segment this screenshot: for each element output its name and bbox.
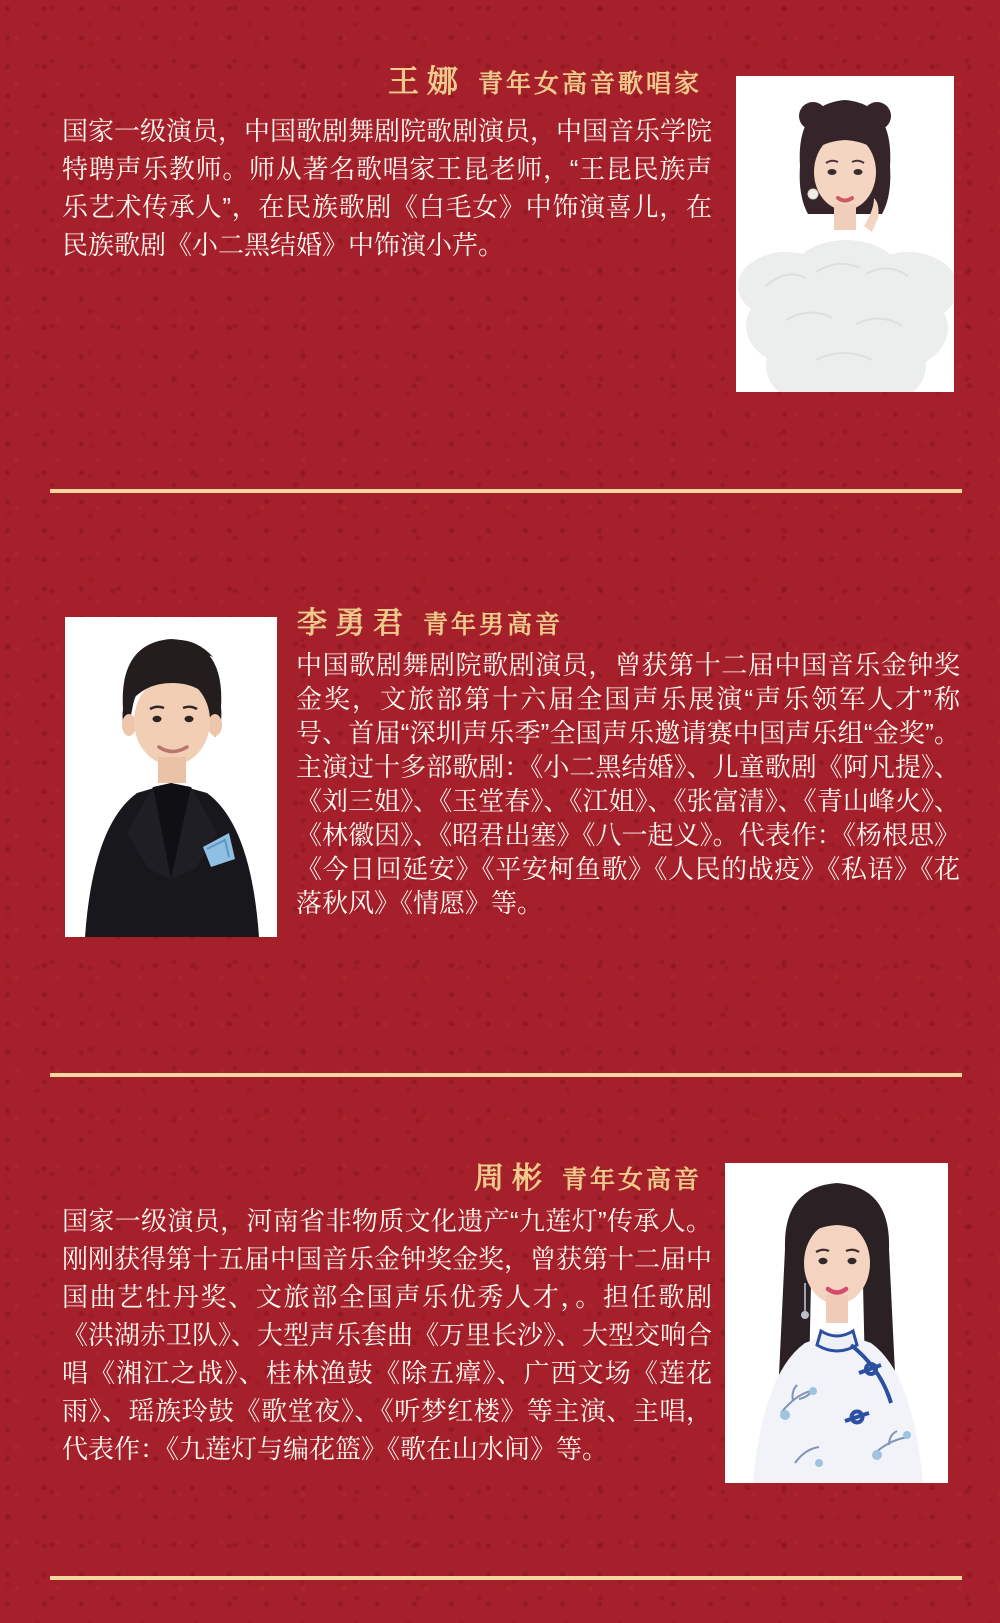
performer-3-header bbox=[62, 1153, 702, 1197]
performer-3-bio: 国家一级演员，河南省非物质文化遗产“九莲灯”传承人。刚刚获得第十五届中国音乐金钟奖金奖，曾获第十二届中国曲艺牡丹奖、文旅部全国声乐优秀人才，。担任歌剧《洪湖赤卫队》、大型声乐套曲《万里长沙》、大型交响合唱《湘江之战》、桂林渔鼓《除五瘴》、广西文场《莲花雨》、瑶族玲鼓《歌堂夜》、《听梦红楼》等主演、主唱，代表作：《九莲灯与编花篮》《歌在山水间》等。 bbox=[62, 1206, 713, 1464]
section-divider-2 bbox=[50, 1073, 962, 1077]
performer-2-photo bbox=[65, 617, 277, 937]
female-portrait-qipao-illustration bbox=[725, 1163, 948, 1483]
performer-3-photo bbox=[725, 1163, 948, 1483]
performer-2-header bbox=[297, 598, 957, 642]
performer-1-header bbox=[62, 56, 702, 101]
performer-3-name: 周彬 bbox=[473, 1162, 550, 1195]
performer-1-photo bbox=[736, 76, 954, 392]
performer-1-bio: 国家一级演员，中国歌剧舞剧院歌剧演员，中国音乐学院特聘声乐教师。师从著名歌唱家王昆老师，“王昆民族声乐艺术传承人”，在民族歌剧《白毛女》中饰演喜儿，在民族歌剧《小二黑结婚》中饰演小芹。 bbox=[62, 116, 713, 260]
section-divider-3 bbox=[50, 1576, 962, 1580]
performer-2-bio: 中国歌剧舞剧院歌剧演员，曾获第十二届中国音乐金钟奖金奖，文旅部第十六届全国声乐展演“声乐领军人才”称号、首届“深圳声乐季”全国声乐邀请赛中国声乐组“金奖”。主演过十多部歌剧：《小二黑结婚》、儿童歌剧《阿凡提》、《刘三姐》、《玉堂春》、《江姐》、《张富清》、《青山峰火》、《林徽因》、《昭君出塞》《八一起义》。代表作：《杨根思》《今日回延安》《平安柯鱼歌》《人民的战疫》《私语》《花落秋风》《情愿》等。 bbox=[296, 650, 960, 918]
performer-3-title: 青年女高音 bbox=[561, 1166, 702, 1194]
section-divider-1 bbox=[50, 489, 962, 493]
performer-2-title: 青年男高音 bbox=[423, 611, 564, 639]
male-portrait-black-suit-illustration bbox=[65, 617, 277, 937]
performer-1-title: 青年女高音歌唱家 bbox=[477, 70, 702, 98]
performer-1-name: 王娜 bbox=[387, 64, 466, 99]
female-portrait-feather-dress-illustration bbox=[736, 76, 954, 392]
performer-2-name: 李勇君 bbox=[297, 607, 411, 640]
